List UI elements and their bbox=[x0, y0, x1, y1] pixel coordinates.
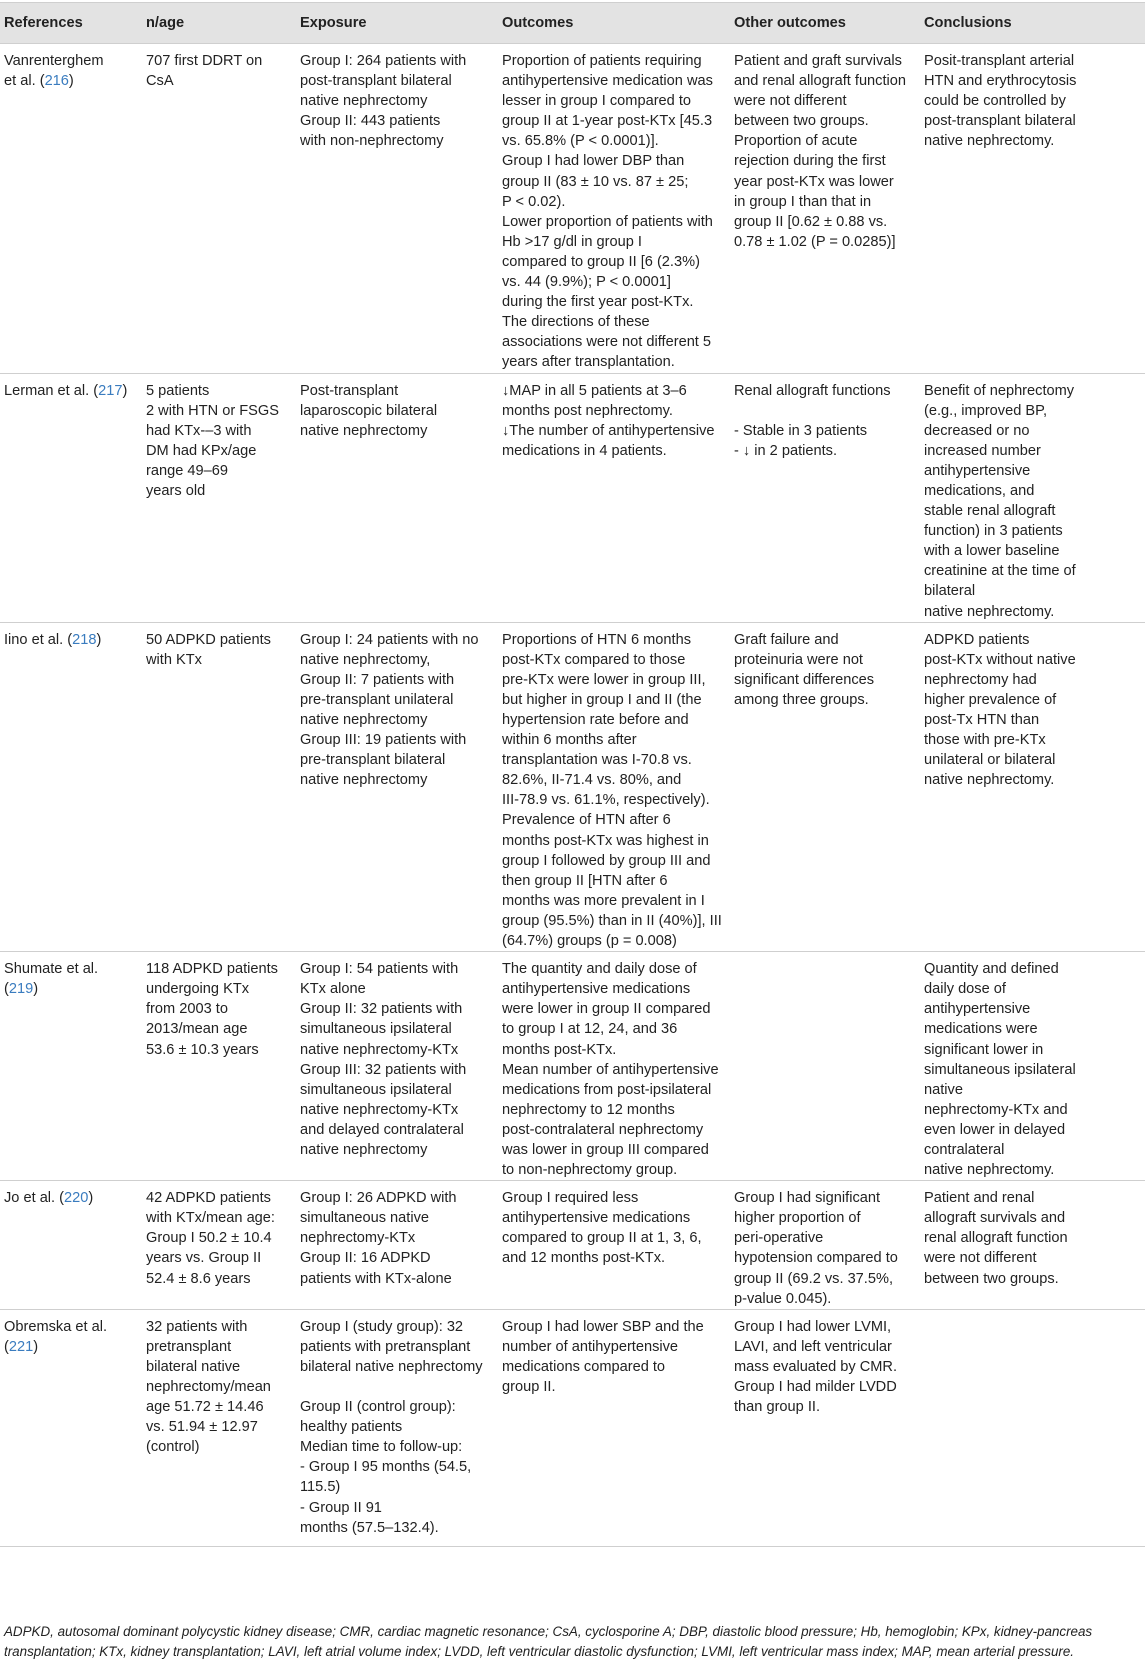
reference-name: Obremska et al. ( bbox=[4, 1318, 108, 1355]
cell-other-outcomes: Group I had lower LVMI, LAVI, and left ventricular mass evaluated by CMR. Group I had milder LVDD than group II. bbox=[730, 1309, 920, 1546]
table-row bbox=[0, 622, 1145, 952]
cell-conclusions: Posit-transplant arterial HTN and erythrocytosis could be controlled by post-transplant bilateral native nephrectomy. bbox=[920, 44, 1145, 374]
cell-exposure: Group I: 264 patients with post-transplant bilateral native nephrectomy Group II: 443 patients with non-nephrectomy bbox=[296, 44, 498, 374]
table-footnote: ADPKD, autosomal dominant polycystic kidney disease; CMR, cardiac magnetic resonance; CsA, cyclosporine A; DBP, diastolic blood pressure; Hb, hemoglobin; KPx, kidney-pancreas transplantation; KTx, kidney transplantation; LAVI, left atrial volume index; LVDD, left ventricular diastolic dysfunction; LVMI, left ventricular mass index; MAP, mean arterial pressure. bbox=[4, 1624, 1093, 1659]
cell-n-age: 5 patients 2 with HTN or FSGS had KTx-–3 with DM had KPx/age range 49–69 years old bbox=[142, 373, 296, 622]
cell-outcomes: Group I required less antihypertensive medications compared to group II at 1, 3, 6, and 12 months post-KTx. bbox=[498, 1181, 730, 1310]
cell-n-age: 707 first DDRT on CsA bbox=[142, 44, 296, 374]
header-references: References bbox=[0, 3, 142, 44]
cell-exposure: Post-transplant laparoscopic bilateral native nephrectomy bbox=[296, 373, 498, 622]
header-n-age bbox=[142, 3, 296, 44]
header-exposure: Exposure bbox=[296, 3, 498, 44]
cell-outcomes: Proportion of patients requiring antihypertensive medication was lesser in group I compared to group II at 1-year post-KTx [45.3 vs. 65.8% (P < 0.0001)]. Group I had lower DBP than group II (83 ± 10 vs. 87 ± 25; P < 0.02). Lower proportion of patients with Hb >17 g/dl in group I compared to group II [6 (2.3%) vs. 44 (9.9%); P < 0.0001] during the first year post-KTx. The directions of these associations were not different 5 years after transplantation. bbox=[498, 44, 730, 374]
reference-name: Lerman et al. ( bbox=[4, 382, 99, 399]
reference-link[interactable]: 221 bbox=[8, 1338, 34, 1355]
cell-n-age: 50 ADPKD patients with KTx bbox=[142, 622, 296, 952]
cell-reference bbox=[0, 1309, 142, 1546]
header-outcomes: Outcomes bbox=[498, 3, 730, 44]
reference-close: ) bbox=[68, 73, 74, 90]
cell-conclusions: Benefit of nephrectomy (e.g., improved BP, decreased or no increased number antihypertensive medications, and stable renal allograft function) in 3 patients with a lower baseline creatinine at the time of bilateral native nephrectomy. bbox=[920, 373, 1145, 622]
cell-reference bbox=[0, 622, 142, 952]
cell-n-age: 32 patients with pretransplant bilateral native nephrectomy/mean age 51.72 ± 14.46 vs. 51.94 ± 12.97 (control) bbox=[142, 1309, 296, 1546]
reference-link[interactable]: 218 bbox=[72, 631, 97, 648]
table-header-row bbox=[0, 3, 1145, 44]
cell-outcomes: Group I had lower SBP and the number of antihypertensive medications compared to group II. bbox=[498, 1309, 730, 1546]
cell-conclusions: Quantity and defined daily dose of antihypertensive medications were significant lower in simultaneous ipsilateral native nephrectomy-KTx and even lower in delayed contralateral native nephrectomy. bbox=[920, 952, 1145, 1181]
cell-reference bbox=[0, 1181, 142, 1310]
cell-other-outcomes bbox=[730, 952, 920, 1181]
reference-link[interactable]: 217 bbox=[98, 382, 123, 399]
header-other-outcomes: Other outcomes bbox=[730, 3, 920, 44]
reference-link[interactable]: 220 bbox=[64, 1190, 89, 1207]
table-row bbox=[0, 373, 1145, 622]
reference-close: ) bbox=[88, 1190, 94, 1207]
cell-conclusions: Patient and renal allograft survivals and renal allograft function were not different between two groups. bbox=[920, 1181, 1145, 1310]
reference-close: ) bbox=[33, 981, 39, 998]
cell-n-age: 118 ADPKD patients undergoing KTx from 2003 to 2013/mean age 53.6 ± 10.3 years bbox=[142, 952, 296, 1181]
header-n-age-text: n/age bbox=[146, 14, 185, 31]
cell-outcomes: ↓MAP in all 5 patients at 3–6 months post nephrectomy. ↓The number of antihypertensive medications in 4 patients. bbox=[498, 373, 730, 622]
reference-close: ) bbox=[122, 382, 128, 399]
reference-name: Vanrenterghem et al. ( bbox=[4, 53, 104, 90]
cell-other-outcomes: Group I had significant higher proportion of peri-operative hypotension compared to group II (69.2 vs. 37.5%, p-value 0.045). bbox=[730, 1181, 920, 1310]
reference-link[interactable]: 216 bbox=[44, 73, 69, 90]
reference-name: Iino et al. ( bbox=[4, 631, 73, 648]
cell-other-outcomes: Renal allograft functions - Stable in 3 patients - ↓ in 2 patients. bbox=[730, 373, 920, 622]
studies-table bbox=[0, 2, 1145, 1547]
table-row bbox=[0, 952, 1145, 1181]
reference-name: Jo et al. ( bbox=[4, 1190, 65, 1207]
cell-exposure: Group I (study group): 32 patients with pretransplant bilateral native nephrectomy Group II (control group): healthy patients Median time to follow-up: - Group I 95 months (54.5, 115.5) - Group II 91 months (57.5–132.4). bbox=[296, 1309, 498, 1546]
reference-close: ) bbox=[33, 1338, 39, 1355]
table-row bbox=[0, 44, 1145, 374]
reference-close: ) bbox=[96, 631, 102, 648]
cell-exposure: Group I: 54 patients with KTx alone Group II: 32 patients with simultaneous ipsilateral native nephrectomy-KTx Group III: 32 patients with simultaneous ipsilateral native nephrectomy-KTx and delayed contralateral native nephrectomy bbox=[296, 952, 498, 1181]
cell-exposure: Group I: 24 patients with no native nephrectomy, Group II: 7 patients with pre-transplant unilateral native nephrectomy Group III: 19 patients with pre-transplant bilateral native nephrectomy bbox=[296, 622, 498, 952]
reference-name: Shumate et al. ( bbox=[4, 961, 99, 998]
cell-outcomes: Proportions of HTN 6 months post-KTx compared to those pre-KTx were lower in group III, but higher in group I and II (the hypertension rate before and within 6 months after transplantation was I-70.8 vs. 82.6%, II-71.4 vs. 80%, and III-78.9 vs. 61.1%, respectively). Prevalence of HTN after 6 months post-KTx was highest in group I followed by group III and then group II [HTN after 6 months was more prevalent in I group (95.5%) than in II (40%)], III (64.7%) groups (p = 0.008) bbox=[498, 622, 730, 952]
table-row bbox=[0, 1181, 1145, 1310]
cell-exposure: Group I: 26 ADPKD with simultaneous native nephrectomy-KTx Group II: 16 ADPKD patients with KTx-alone bbox=[296, 1181, 498, 1310]
cell-other-outcomes: Graft failure and proteinuria were not significant differences among three groups. bbox=[730, 622, 920, 952]
cell-reference bbox=[0, 373, 142, 622]
cell-n-age: 42 ADPKD patients with KTx/mean age: Group I 50.2 ± 10.4 years vs. Group II 52.4 ± 8.6 years bbox=[142, 1181, 296, 1310]
header-conclusions: Conclusions bbox=[920, 3, 1145, 44]
cell-conclusions bbox=[920, 1309, 1145, 1546]
cell-other-outcomes: Patient and graft survivals and renal allograft function were not different between two groups. Proportion of acute rejection during the first year post-KTx was lower in group I than that in group II [0.62 ± 0.88 vs. 0.78 ± 1.02 (P = 0.0285)] bbox=[730, 44, 920, 374]
cell-reference bbox=[0, 952, 142, 1181]
cell-outcomes: The quantity and daily dose of antihypertensive medications were lower in group II compared to group I at 12, 24, and 36 months post-KTx. Mean number of antihypertensive medications from post-ipsilateral nephrectomy to 12 months post-contralateral nephrectomy was lower in group III compared to non-nephrectomy group. bbox=[498, 952, 730, 1181]
cell-reference bbox=[0, 44, 142, 374]
cell-conclusions: ADPKD patients post-KTx without native nephrectomy had higher prevalence of post-Tx HTN than those with pre-KTx unilateral or bilateral native nephrectomy. bbox=[920, 622, 1145, 952]
table-row bbox=[0, 1309, 1145, 1546]
reference-link[interactable]: 219 bbox=[8, 981, 34, 998]
